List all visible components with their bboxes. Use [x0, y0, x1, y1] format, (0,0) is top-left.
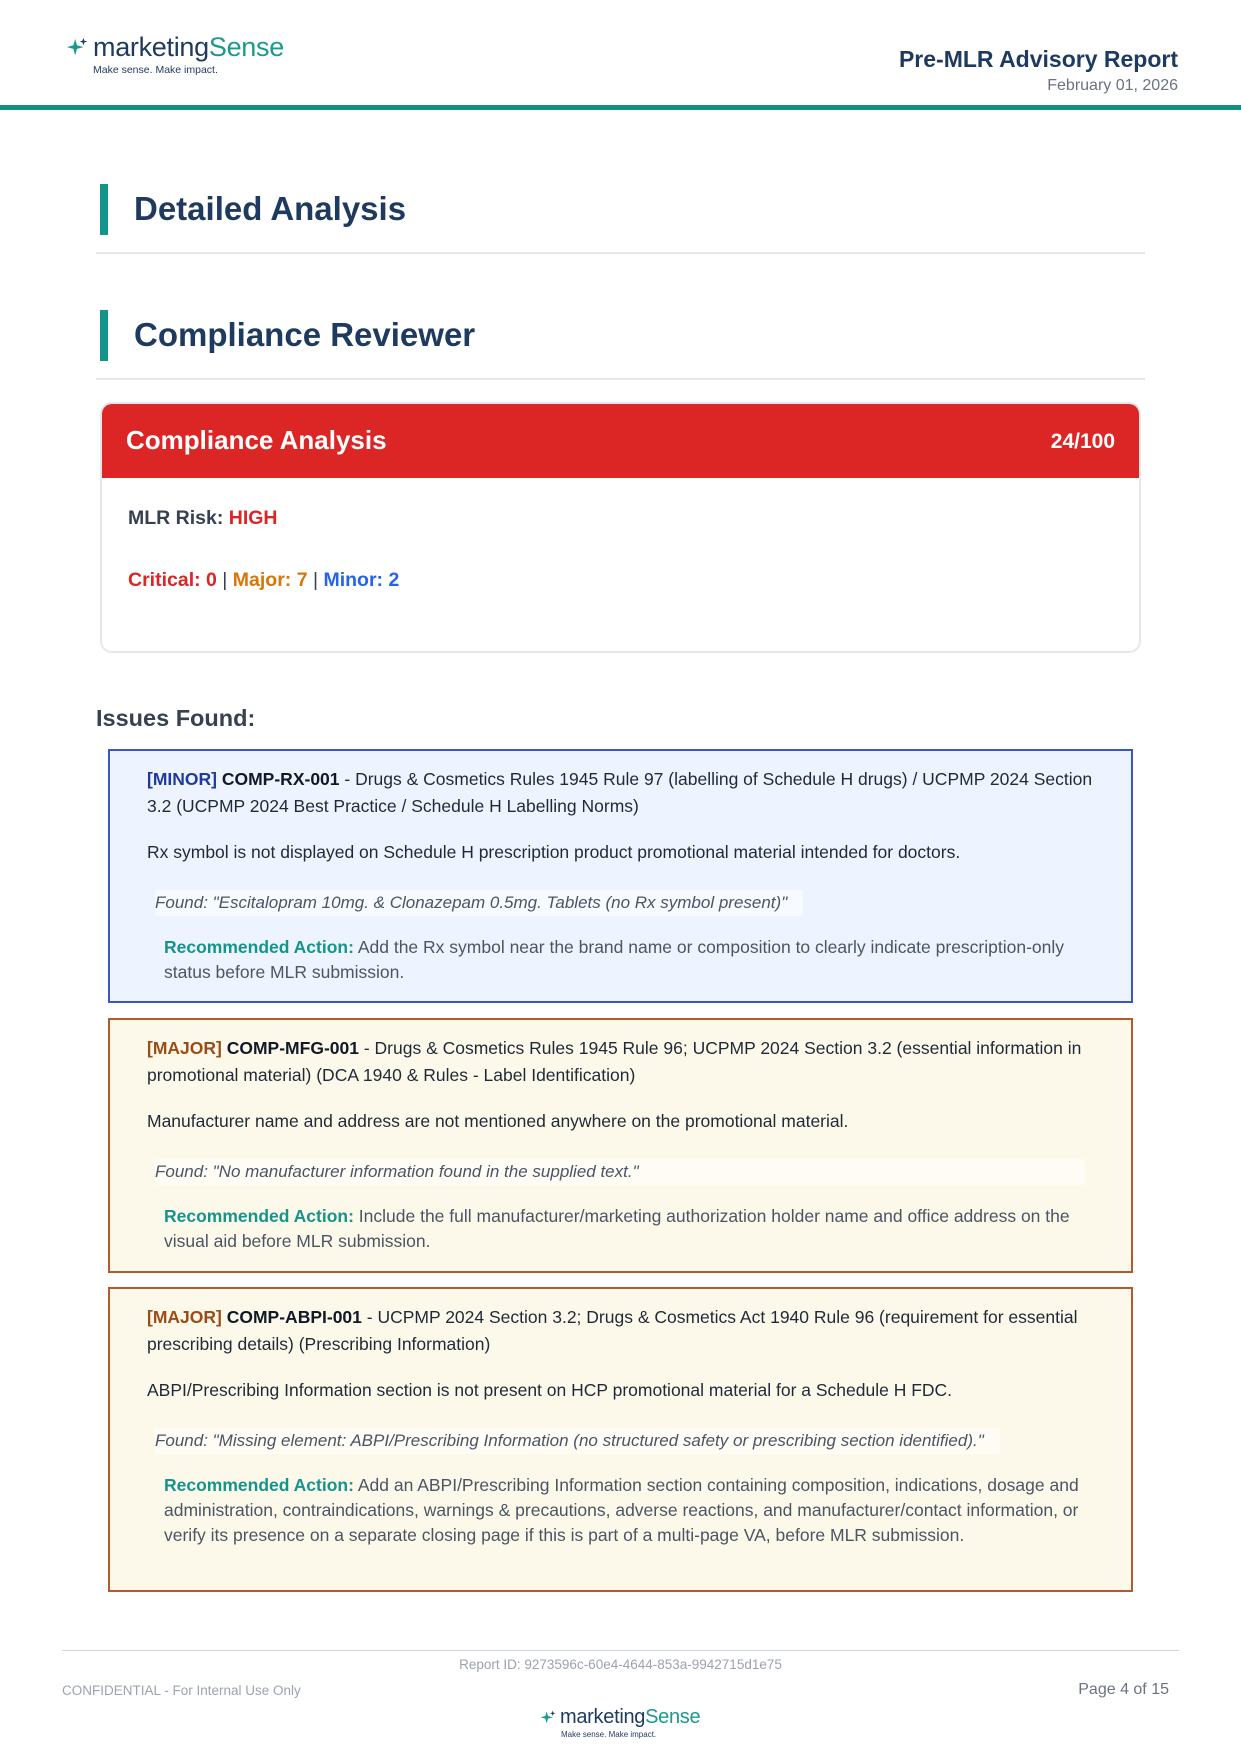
brand-logo	[66, 32, 284, 76]
analysis-card-header	[102, 404, 1139, 478]
recommended-action-text: Add an ABPI/Prescribing Information section containing composition, indications, dosage and administration, contraindications, warnings & precautions, adverse reactions, and manufacturer/contact information, or verify its presence on a separate closing page if this is part of a multi-page VA, before MLR submission.	[164, 1475, 1079, 1545]
issue-heading	[147, 766, 1107, 820]
logo-tagline: Make sense. Make impact.	[93, 64, 218, 76]
severity-badge: [MAJOR]	[147, 1038, 222, 1058]
logo-text-sense: Sense	[645, 1706, 701, 1728]
recommended-action-label: Recommended Action:	[164, 1206, 354, 1226]
report-header	[0, 0, 1241, 110]
issue-found-quote: Found: "No manufacturer information found in the supplied text."	[155, 1159, 1085, 1185]
issues-found-title: Issues Found:	[96, 705, 256, 731]
logo-tagline: Make sense. Make impact.	[561, 1730, 657, 1739]
section-title: Compliance Reviewer	[134, 316, 476, 353]
report-title: Pre-MLR Advisory Report	[898, 46, 1178, 72]
analysis-score: 24/100	[1050, 430, 1115, 453]
recommended-action	[164, 1473, 1109, 1548]
recommended-action-text: Add the Rx symbol near the brand name or composition to clearly indicate prescription-only status before MLR submission.	[164, 937, 1065, 982]
compliance-analysis-card	[100, 402, 1141, 653]
recommended-action	[164, 935, 1109, 985]
issue-code: COMP-ABPI-001	[226, 1307, 362, 1327]
sparkle-icon	[66, 37, 88, 59]
mlr-risk-line	[128, 507, 278, 530]
logo-text-marketing: marketing	[93, 32, 209, 62]
section-accent-bar	[100, 310, 108, 361]
report-id: Report ID: 9273596c-60e4-4644-853a-9942715d1e75	[459, 1657, 782, 1672]
mlr-risk-label: MLR Risk:	[128, 507, 224, 529]
recommended-action-label: Recommended Action:	[164, 1475, 354, 1495]
section-heading-detailed-analysis	[96, 184, 1145, 254]
footer-divider	[62, 1650, 1179, 1651]
page-number: Page 4 of 15	[1078, 1681, 1169, 1698]
issue-found-quote: Found: "Missing element: ABPI/Prescribing Information (no structured safety or prescribing section identified)."	[155, 1428, 1000, 1454]
sparkle-icon	[540, 1710, 556, 1726]
issue-card	[108, 1018, 1133, 1273]
confidential-notice: CONFIDENTIAL - For Internal Use Only	[62, 1683, 301, 1698]
section-accent-bar	[100, 184, 108, 235]
report-date: February 01, 2026	[1047, 77, 1178, 94]
recommended-action-text: Include the full manufacturer/marketing authorization holder name and office address on the visual aid before MLR submission.	[164, 1206, 1070, 1251]
recommended-action-label: Recommended Action:	[164, 937, 354, 957]
issue-code: COMP-MFG-001	[226, 1038, 359, 1058]
issue-description: Rx symbol is not displayed on Schedule H prescription product promotional material intended for doctors.	[147, 842, 961, 862]
severity-badge: [MINOR]	[147, 769, 217, 789]
analysis-title: Compliance Analysis	[126, 425, 387, 455]
severity-badge: [MAJOR]	[147, 1307, 222, 1327]
minor-count: Minor: 2	[323, 569, 400, 591]
issue-counts	[128, 569, 399, 592]
logo-text-sense: Sense	[208, 32, 284, 62]
count-separator: |	[312, 569, 319, 591]
issue-reference: - Drugs & Cosmetics Rules 1945 Rule 97 (labelling of Schedule H drugs) / UCPMP 2024 Section 3.2 (UCPMP 2024 Best Practice / Schedule H Labelling Norms)	[147, 769, 1093, 816]
section-title: Detailed Analysis	[134, 190, 407, 227]
footer-brand-logo	[540, 1706, 700, 1739]
issue-description: Manufacturer name and address are not mentioned anywhere on the promotional material.	[147, 1111, 849, 1131]
issue-reference: - Drugs & Cosmetics Rules 1945 Rule 96; UCPMP 2024 Section 3.2 (essential information in promotional material) (DCA 1940 & Rules - Label Identification)	[147, 1038, 1082, 1085]
recommended-action	[164, 1204, 1109, 1254]
issue-reference: - UCPMP 2024 Section 3.2; Drugs & Cosmetics Act 1940 Rule 96 (requirement for essential prescribing details) (Prescribing Information)	[147, 1307, 1078, 1354]
major-count: Major: 7	[232, 569, 308, 591]
issue-card	[108, 749, 1133, 1003]
critical-count: Critical: 0	[128, 569, 217, 591]
issue-code: COMP-RX-001	[221, 769, 340, 789]
header-divider	[0, 105, 1241, 110]
issue-card	[108, 1287, 1133, 1592]
count-separator: |	[222, 569, 228, 591]
issue-found-quote: Found: "Escitalopram 10mg. & Clonazepam 0.5mg. Tablets (no Rx symbol present)"	[155, 890, 803, 916]
logo-text-marketing: marketing	[560, 1706, 646, 1728]
issue-heading	[147, 1035, 1107, 1089]
mlr-risk-value: HIGH	[228, 507, 278, 529]
issue-heading	[147, 1304, 1107, 1358]
section-heading-compliance-reviewer	[96, 310, 1145, 380]
issue-description: ABPI/Prescribing Information section is not present on HCP promotional material for a Schedule H FDC.	[147, 1380, 953, 1400]
